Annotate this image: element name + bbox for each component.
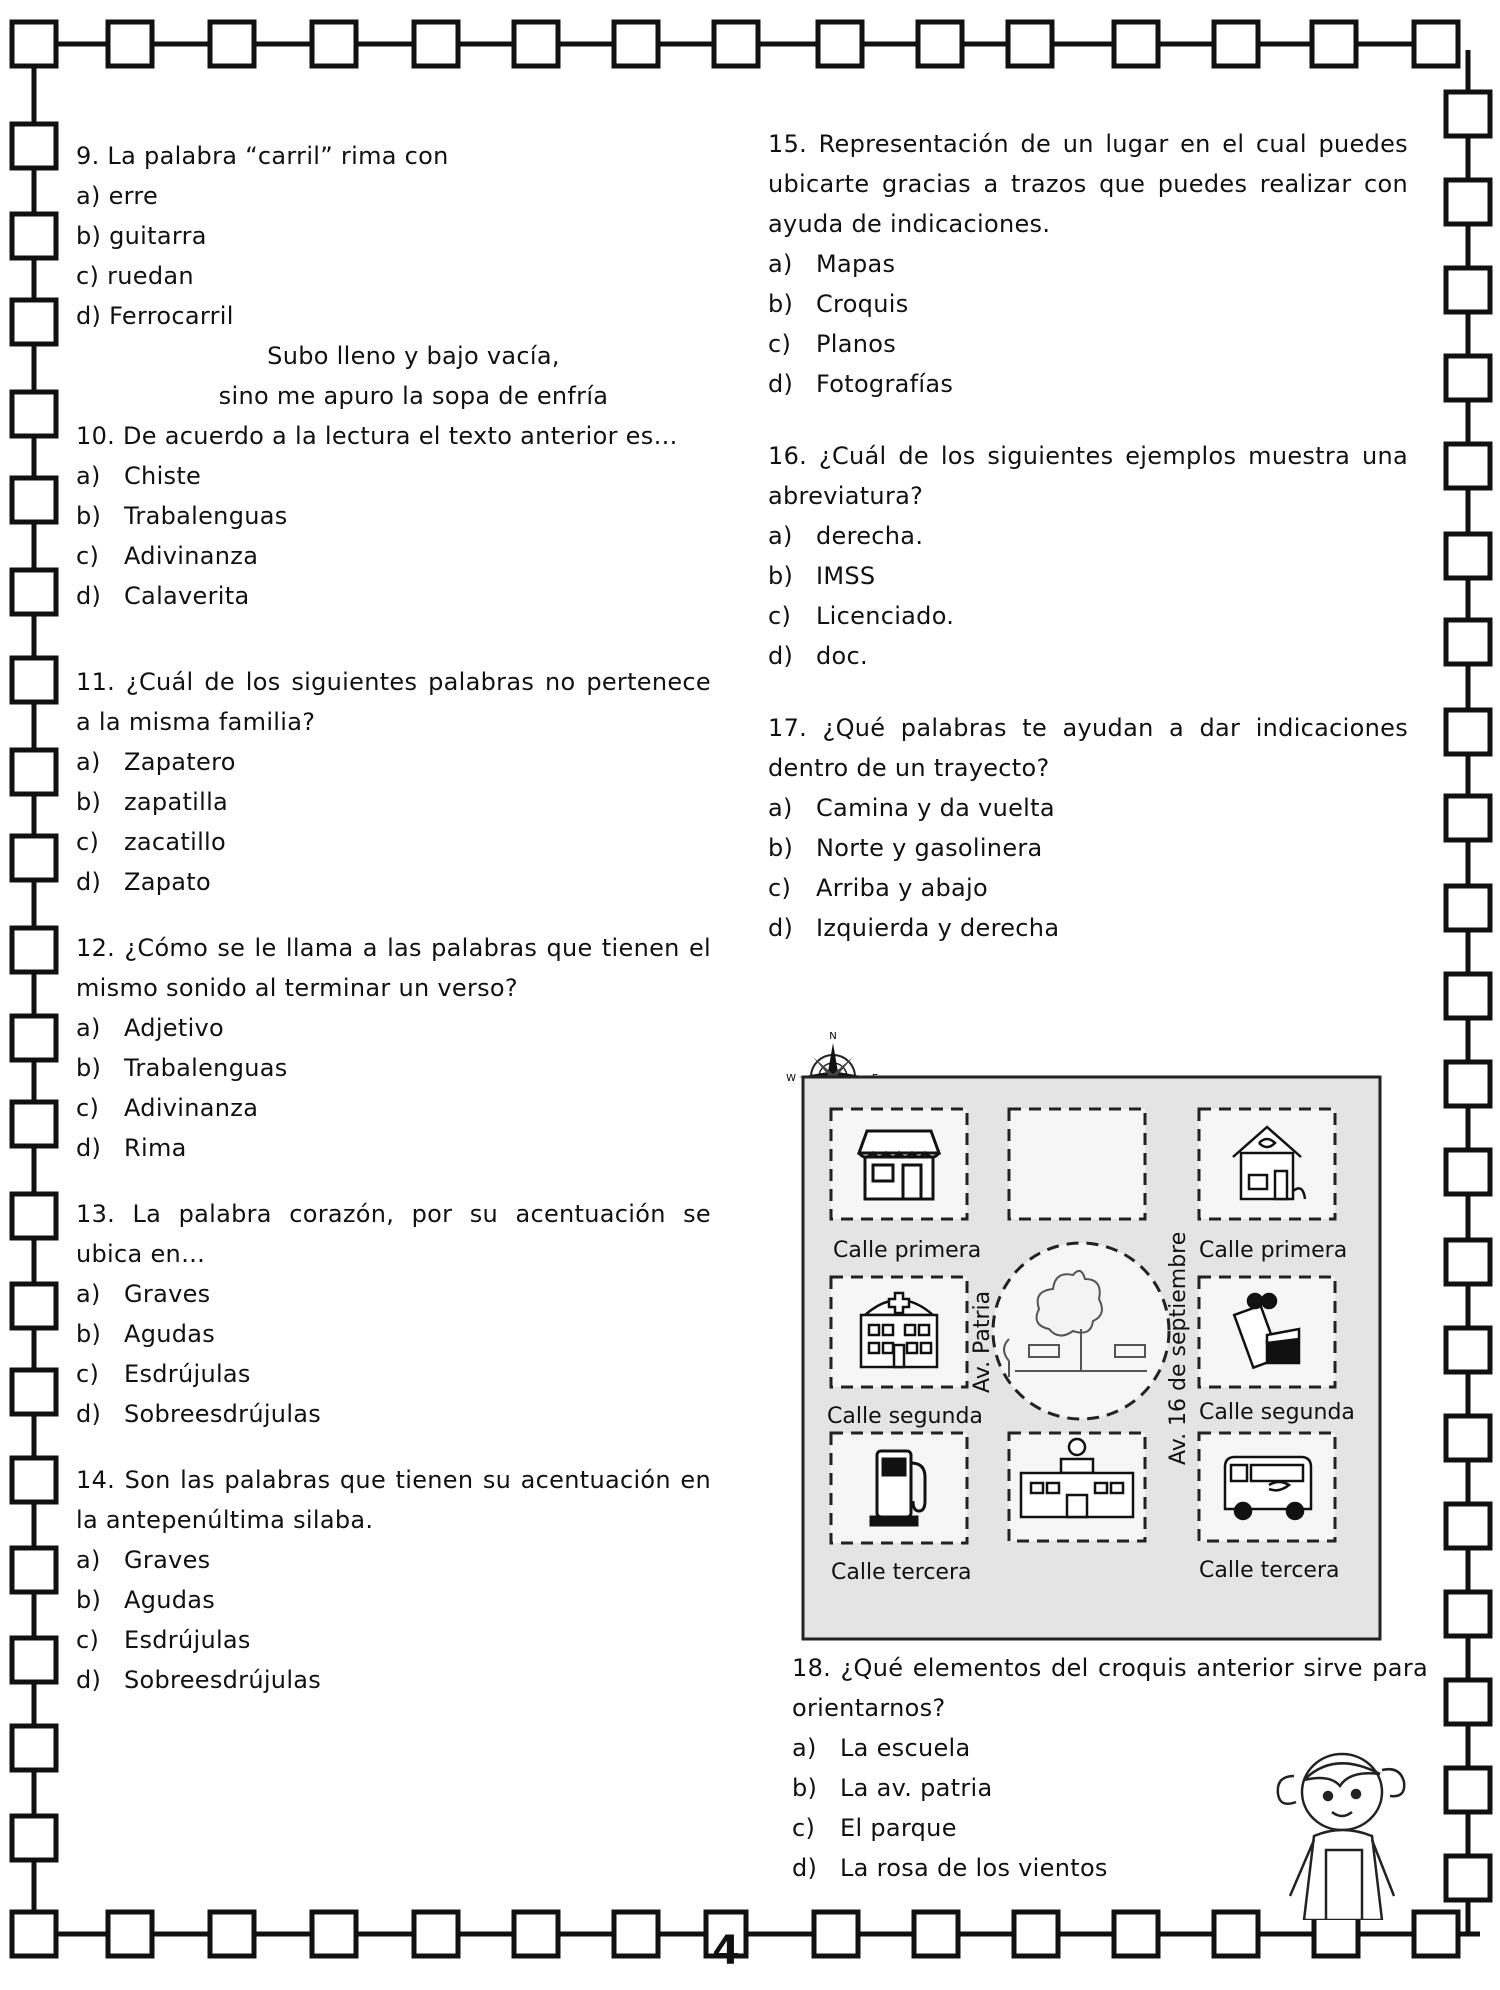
chain-square <box>12 1194 56 1238</box>
chain-square <box>12 1912 56 1956</box>
option-14d: d) Sobreesdrújulas <box>76 1666 322 1694</box>
street-label-calle-segunda-right: Calle segunda <box>1199 1400 1355 1425</box>
options-9 <box>76 176 711 336</box>
chain-square <box>12 22 56 66</box>
chain-square <box>614 1912 658 1956</box>
street-label-av-patria: Av. Patria <box>970 1290 995 1393</box>
chain-square <box>1446 1856 1490 1900</box>
chain-square <box>108 1912 152 1956</box>
chain-square <box>814 1912 858 1956</box>
chain-square <box>1414 1912 1458 1956</box>
chain-square <box>12 300 56 344</box>
right-column <box>768 124 1408 948</box>
chain-square <box>312 1912 356 1956</box>
option-17c: c) Arriba y abajo <box>768 874 989 902</box>
page-number: 4 <box>712 1928 740 1974</box>
option-17d: d) Izquierda y derecha <box>768 914 1060 942</box>
chain-square <box>1446 1150 1490 1194</box>
question-10: 10. De acuerdo a la lectura el texto anterior es… <box>76 422 678 450</box>
option-12a: a) Adjetivo <box>76 1014 225 1042</box>
option-9b: b) guitarra <box>76 222 207 250</box>
question-11: 11. ¿Cuál de los siguientes palabras no pertenece a la misma familia? <box>76 668 711 736</box>
chain-square <box>1446 1592 1490 1636</box>
chain-square <box>12 750 56 794</box>
chain-square <box>414 22 458 66</box>
chain-square <box>12 214 56 258</box>
chain-square <box>12 1726 56 1770</box>
option-18d: d) La rosa de los vientos <box>792 1854 1108 1882</box>
chain-square <box>108 22 152 66</box>
option-14b: b) Agudas <box>76 1586 216 1614</box>
street-label-calle-primera-right: Calle primera <box>1199 1238 1348 1263</box>
store-icon <box>859 1131 939 1199</box>
chain-square <box>12 1548 56 1592</box>
chain-square <box>1446 1504 1490 1548</box>
chain-square <box>1446 1062 1490 1106</box>
croquis-map <box>775 1025 1435 1645</box>
option-12c: c) Adivinanza <box>76 1094 259 1122</box>
chain-square <box>12 1284 56 1328</box>
chain-square <box>12 1816 56 1860</box>
chain-square <box>1214 22 1258 66</box>
chain-square <box>12 1102 56 1146</box>
chain-square <box>514 22 558 66</box>
chain-square <box>1446 180 1490 224</box>
question-16: 16. ¿Cuál de los siguientes ejemplos muestra una abreviatura? <box>768 442 1408 510</box>
street-label-calle-tercera-left: Calle tercera <box>831 1560 972 1585</box>
option-11b: b) zapatilla <box>76 788 229 816</box>
chain-square <box>918 22 962 66</box>
option-13b: b) Agudas <box>76 1320 216 1348</box>
street-label-calle-segunda-left: Calle segunda <box>827 1404 983 1429</box>
riddle-line-1: Subo lleno y bajo vacía, <box>267 342 560 370</box>
option-15c: c) Planos <box>768 330 897 358</box>
chain-square <box>1446 796 1490 840</box>
chain-square <box>210 22 254 66</box>
chain-square <box>1114 1912 1158 1956</box>
question-15: 15. Representación de un lugar en el cual puedes ubicarte gracias a trazos que puedes realizar con ayuda de indicaciones. <box>768 130 1408 238</box>
option-18c: c) El parque <box>792 1814 957 1842</box>
option-10d: d) Calaverita <box>76 582 250 610</box>
riddle-line-2: sino me apuro la sopa de enfría <box>218 382 609 410</box>
left-column <box>76 136 711 1700</box>
chain-square <box>1446 974 1490 1018</box>
question-13: 13. La palabra corazón, por su acentuación se ubica en… <box>76 1200 711 1268</box>
chain-square <box>1014 1912 1058 1956</box>
chain-square <box>1446 1680 1490 1724</box>
option-12d: d) Rima <box>76 1134 187 1162</box>
chain-square <box>12 658 56 702</box>
question-12: 12. ¿Cómo se le llama a las palabras que tienen el mismo sonido al terminar un verso? <box>76 934 711 1002</box>
chain-square <box>1446 92 1490 136</box>
chain-square <box>312 22 356 66</box>
chain-square <box>818 22 862 66</box>
chain-square <box>12 1370 56 1414</box>
option-9a: a) erre <box>76 182 159 210</box>
chain-square <box>12 1638 56 1682</box>
chain-square <box>1312 22 1356 66</box>
compass-n: N <box>829 1031 837 1042</box>
chain-square <box>12 392 56 436</box>
option-11d: d) Zapato <box>76 868 211 896</box>
chain-square <box>1008 22 1052 66</box>
chain-square <box>614 22 658 66</box>
chain-square <box>1446 710 1490 754</box>
chain-square <box>1446 1240 1490 1284</box>
question-17: 17. ¿Qué palabras te ayudan a dar indicaciones dentro de un trayecto? <box>768 714 1408 782</box>
option-10b: b) Trabalenguas <box>76 502 288 530</box>
chain-square <box>12 1458 56 1502</box>
compass-w: W <box>786 1073 796 1084</box>
chain-square <box>12 570 56 614</box>
chain-square <box>1446 268 1490 312</box>
option-17a: a) Camina y da vuelta <box>768 794 1055 822</box>
chain-square <box>12 1016 56 1060</box>
option-13d: d) Sobreesdrújulas <box>76 1400 322 1428</box>
option-12b: b) Trabalenguas <box>76 1054 288 1082</box>
chain-square <box>1446 886 1490 930</box>
chain-square <box>12 836 56 880</box>
chain-square <box>1446 1416 1490 1460</box>
question-9: 9. La palabra “carril” rima con <box>76 142 449 170</box>
option-10c: c) Adivinanza <box>76 542 259 570</box>
option-15d: d) Fotografías <box>768 370 954 398</box>
chain-square <box>714 22 758 66</box>
street-label-av-16-de-septiembre: Av. 16 de septiembre <box>1166 1231 1191 1465</box>
chain-square <box>1446 534 1490 578</box>
bus-icon <box>1225 1457 1311 1519</box>
chain-square <box>914 1912 958 1956</box>
option-18b: b) La av. patria <box>792 1774 993 1802</box>
chain-square <box>1446 1768 1490 1812</box>
street-label-calle-primera-left: Calle primera <box>833 1238 982 1263</box>
chain-square <box>1446 356 1490 400</box>
option-11c: c) zacatillo <box>76 828 227 856</box>
chain-square <box>210 1912 254 1956</box>
option-16a: a) derecha. <box>768 522 924 550</box>
option-15a: a) Mapas <box>768 250 896 278</box>
option-9c: c) ruedan <box>76 262 194 290</box>
question-18: 18. ¿Qué elementos del croquis anterior sirve para orientarnos? <box>792 1654 1428 1722</box>
option-9d: d) Ferrocarril <box>76 302 234 330</box>
option-17b: b) Norte y gasolinera <box>768 834 1043 862</box>
chain-square <box>414 1912 458 1956</box>
chain-square <box>12 478 56 522</box>
chain-square <box>1446 1328 1490 1372</box>
option-11a: a) Zapatero <box>76 748 236 776</box>
chain-square <box>1446 620 1490 664</box>
chain-square <box>1446 444 1490 488</box>
option-16d: d) doc. <box>768 642 868 670</box>
option-13a: a) Graves <box>76 1280 211 1308</box>
street-label-calle-tercera-right: Calle tercera <box>1199 1558 1340 1583</box>
option-15b: b) Croquis <box>768 290 909 318</box>
chain-square <box>1114 22 1158 66</box>
option-10a: a) Chiste <box>76 462 202 490</box>
option-13c: c) Esdrújulas <box>76 1360 251 1388</box>
option-16b: b) IMSS <box>768 562 876 590</box>
option-14c: c) Esdrújulas <box>76 1626 251 1654</box>
option-14a: a) Graves <box>76 1546 211 1574</box>
chain-square <box>1214 1912 1258 1956</box>
girl-illustration-icon <box>1270 1740 1420 1920</box>
chain-square <box>12 124 56 168</box>
chain-square <box>514 1912 558 1956</box>
option-18a: a) La escuela <box>792 1734 971 1762</box>
option-16c: c) Licenciado. <box>768 602 955 630</box>
lot-empty <box>1009 1109 1145 1219</box>
chain-square <box>1414 22 1458 66</box>
question-14: 14. Son las palabras que tienen su acentuación en la antepenúltima silaba. <box>76 1466 711 1534</box>
chain-square <box>12 928 56 972</box>
